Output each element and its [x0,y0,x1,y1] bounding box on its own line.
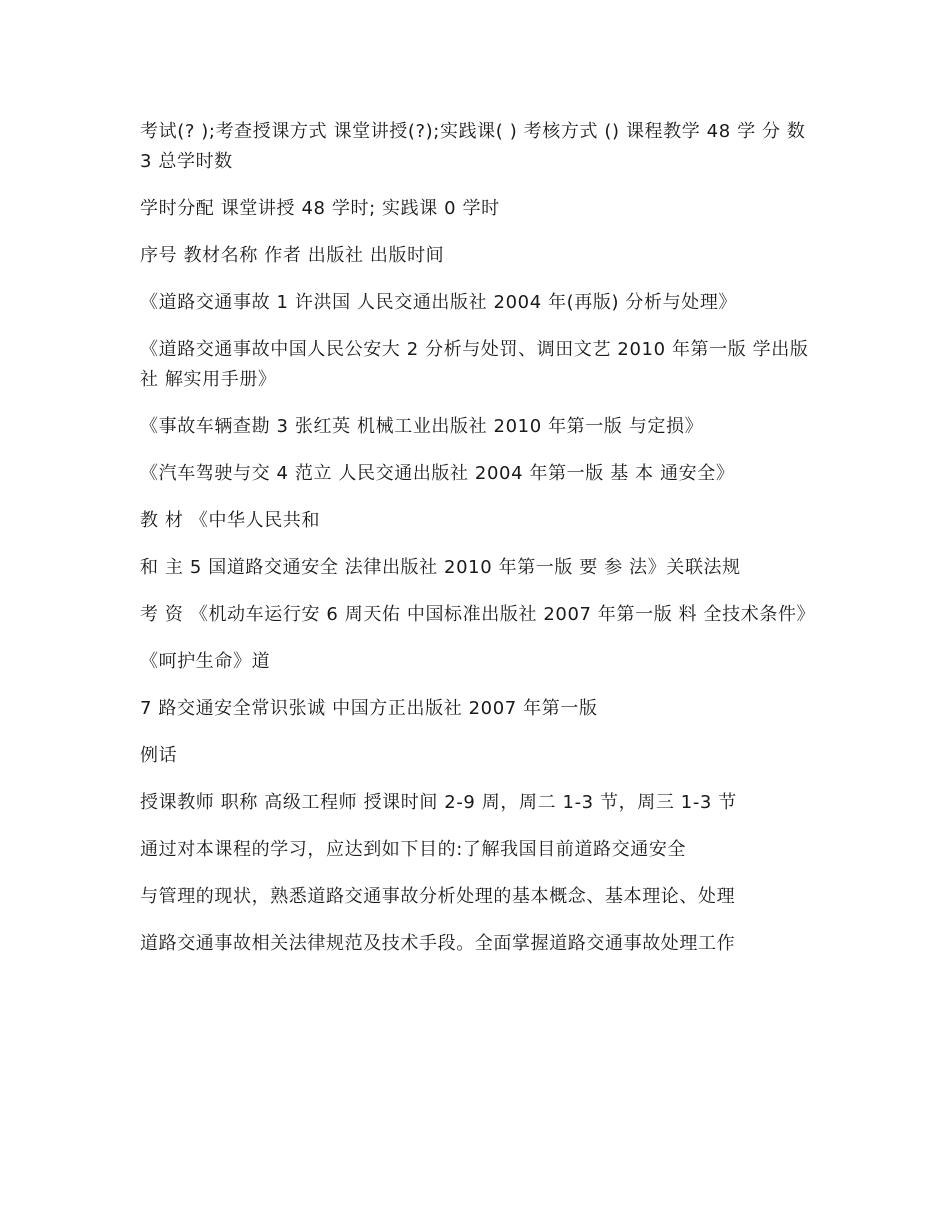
paragraph-textbook-label: 教 材 《中华人民共和 [140,510,321,531]
paragraph-course-info: 考试(? );考查授课方式 课堂讲授(?);实践课( ) 考核方式 () 课程教学 48 学 分 数 3 总学时数 [140,121,806,172]
paragraph-textbook-1: 《道路交通事故 1 许洪国 人民交通出版社 2004 年(再版) 分析与处理》 [140,292,738,313]
paragraph-textbook-7: 7 路交通安全常识张诚 中国方正出版社 2007 年第一版 [140,698,598,719]
paragraph-textbook-6: 考 资 《机动车运行安 6 周天佑 中国标准出版社 2007 年第一版 料 全技术条件》 [140,604,816,625]
paragraph-textbook-2: 《道路交通事故中国人民公安大 2 分析与处罚、调田文艺 2010 年第一版 学出版社 解实用手册》 [140,339,809,390]
paragraph-objectives-2: 与管理的现状，熟悉道路交通事故分析处理的基本概念、基本理论、处理 [140,886,736,907]
paragraph-instructor-info: 授课教师 职称 高级工程师 授课时间 2-9 周，周二 1-3 节，周三 1-3 节 [140,792,737,813]
paragraph-textbook-3: 《事故车辆查勘 3 张红英 机械工业出版社 2010 年第一版 与定损》 [140,416,704,437]
document-body [140,117,816,959]
paragraph-textbook-4: 《汽车驾驶与交 4 范立 人民交通出版社 2004 年第一版 基 本 通安全》 [140,463,735,484]
paragraph-hours-allocation: 学时分配 课堂讲授 48 学时; 实践课 0 学时 [140,198,500,219]
paragraph-textbook-5: 和 主 5 国道路交通安全 法律出版社 2010 年第一版 要 参 法》关联法规 [140,557,741,578]
paragraph-textbook-7-suffix: 例话 [140,745,178,766]
paragraph-textbook-header: 序号 教材名称 作者 出版社 出版时间 [140,245,445,266]
paragraph-textbook-7-title: 《呵护生命》道 [140,651,271,672]
paragraph-objectives-3: 道路交通事故相关法律规范及技术手段。全面掌握道路交通事故处理工作 [140,933,736,954]
paragraph-objectives-1: 通过对本课程的学习，应达到如下目的:了解我国目前道路交通安全 [140,839,687,860]
